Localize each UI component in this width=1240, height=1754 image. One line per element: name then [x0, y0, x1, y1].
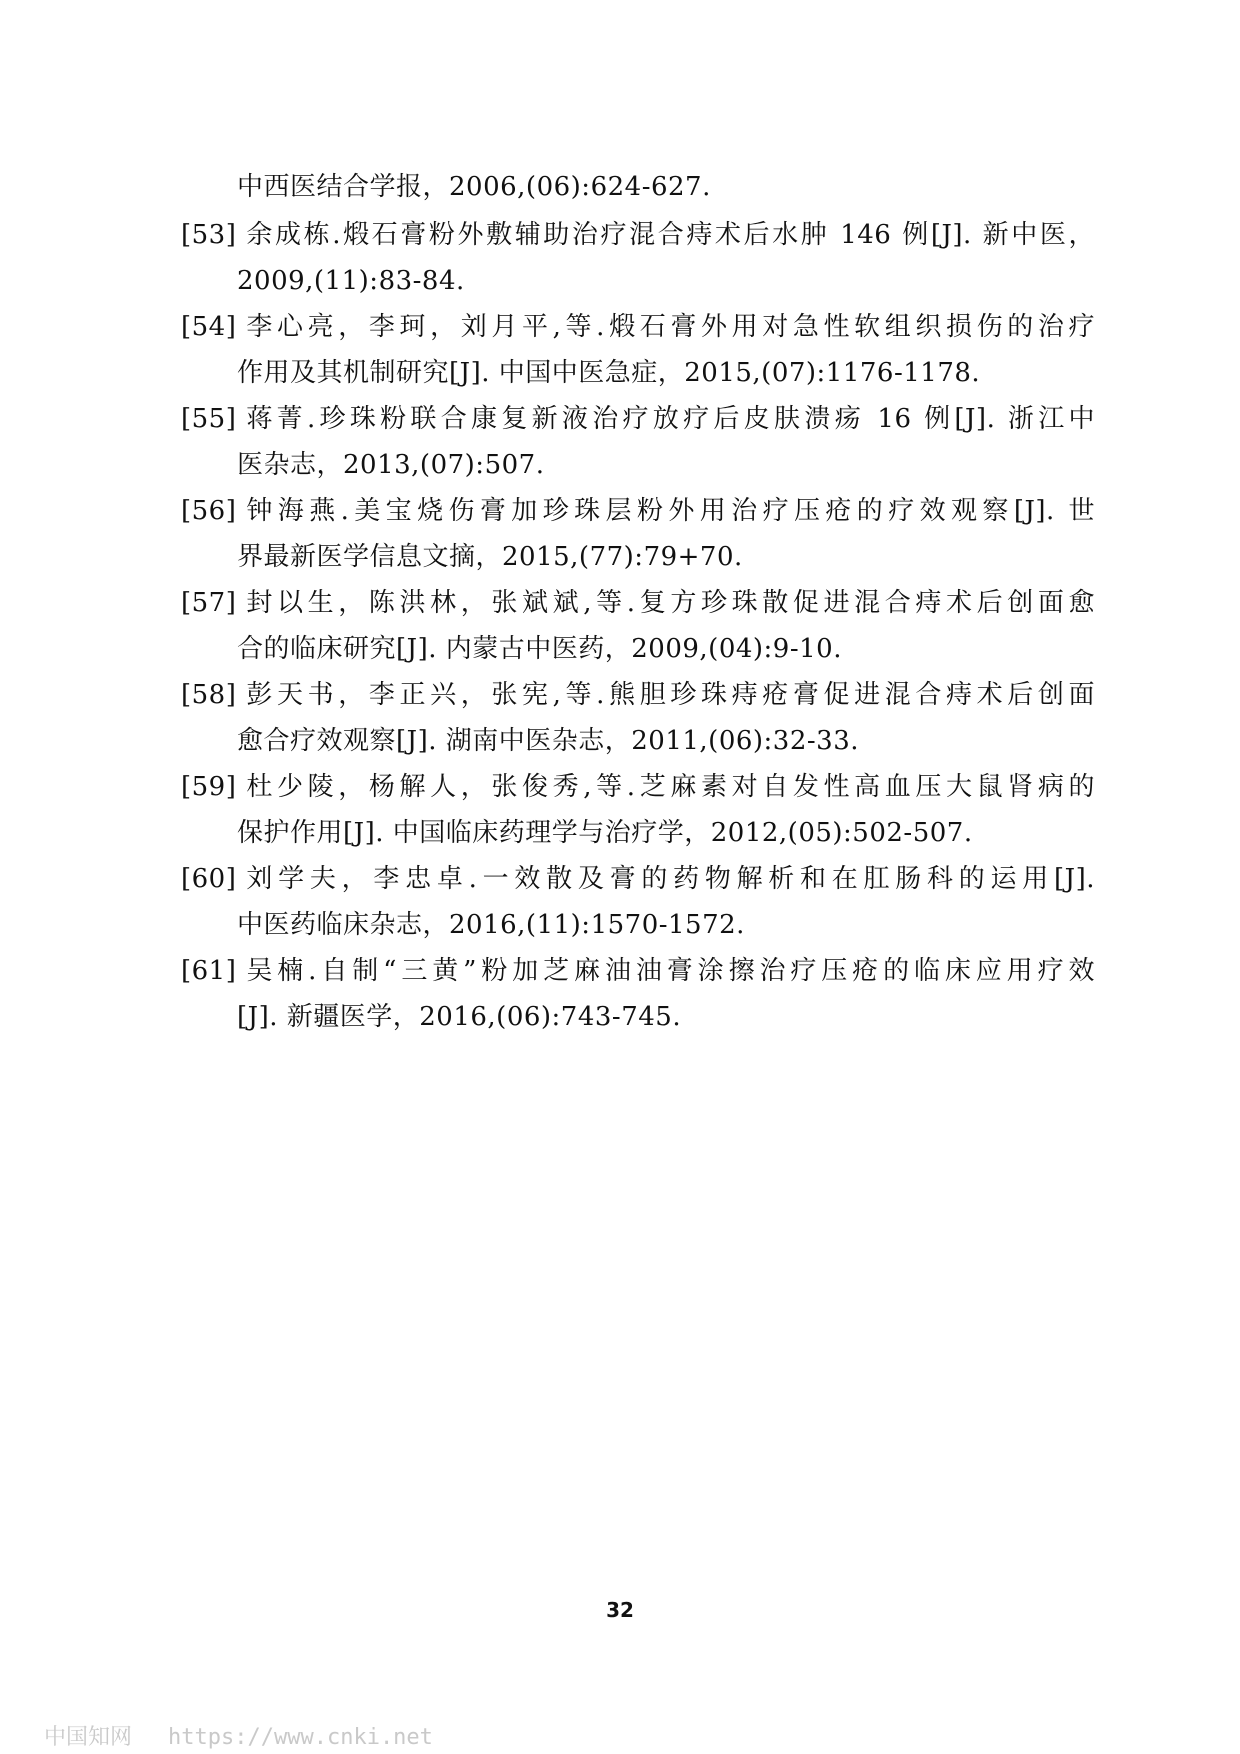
- watermark-url: https://www.cnki.net: [168, 1725, 433, 1750]
- reference-number: [54]: [181, 312, 237, 342]
- reference-text: 封以生，陈洪林，张斌斌,等.复方珍珠散促进混合痔术后创面愈: [246, 588, 1095, 618]
- reference-59-line-2: 保护作用[J]. 中国临床药理学与治疗学，2012,(05):502-507.: [237, 818, 973, 848]
- reference-number: [53]: [181, 220, 237, 250]
- reference-text: 余成栋.煅石膏粉外敷辅助治疗混合痔术后水肿 146 例[J]. 新中医，: [246, 220, 1095, 250]
- reference-60-line-2: 中医药临床杂志，2016,(11):1570-1572.: [237, 910, 745, 940]
- reference-60-line-1: [181, 862, 1095, 896]
- reference-text: 吴楠.自制“三黄”粉加芝麻油油膏涂擦治疗压疮的临床应用疗效: [246, 956, 1095, 986]
- reference-55-line-2: 医杂志，2013,(07):507.: [237, 450, 545, 480]
- reference-number: [55]: [181, 404, 237, 434]
- reference-59-line-1: [181, 770, 1095, 804]
- reference-text: 钟海燕.美宝烧伤膏加珍珠层粉外用治疗压疮的疗效观察[J]. 世: [246, 496, 1095, 526]
- reference-57-line-2: 合的临床研究[J]. 内蒙古中医药，2009,(04):9-10.: [237, 634, 842, 664]
- watermark-brand: 中国知网: [44, 1725, 133, 1750]
- reference-number: [56]: [181, 496, 237, 526]
- reference-text: 李心亮，李珂，刘月平,等.煅石膏外用对急性软组织损伤的治疗: [246, 312, 1095, 342]
- reference-text: 彭天书，李正兴，张宪,等.熊胆珍珠痔疮膏促进混合痔术后创面: [246, 680, 1095, 710]
- reference-number: [58]: [181, 680, 237, 710]
- reference-58-line-1: [181, 678, 1095, 712]
- reference-54-line-2: 作用及其机制研究[J]. 中国中医急症，2015,(07):1176-1178.: [237, 358, 981, 388]
- reference-53-line-1: [181, 218, 1095, 252]
- reference-61-line-2: [J]. 新疆医学，2016,(06):743-745.: [237, 1002, 682, 1032]
- reference-61-line-1: [181, 954, 1095, 988]
- reference-53-line-2: 2009,(11):83-84.: [237, 266, 465, 296]
- reference-text: 蒋菁.珍珠粉联合康复新液治疗放疗后皮肤溃疡 16 例[J]. 浙江中: [246, 404, 1095, 434]
- reference-text: 杜少陵，杨解人，张俊秀,等.芝麻素对自发性高血压大鼠肾病的: [246, 772, 1095, 802]
- reference-text: 刘学夫，李忠卓.一效散及膏的药物解析和在肛肠科的运用[J].: [246, 864, 1095, 894]
- page-number: 32: [606, 1598, 634, 1622]
- reference-number: [59]: [181, 772, 237, 802]
- reference-56-line-2: 界最新医学信息文摘，2015,(77):79+70.: [237, 542, 743, 572]
- reference-number: [61]: [181, 956, 237, 986]
- reference-52-continuation: 中西医结合学报，2006,(06):624-627.: [237, 172, 711, 202]
- cnki-watermark: [44, 1720, 433, 1751]
- reference-55-line-1: [181, 402, 1095, 436]
- reference-54-line-1: [181, 310, 1095, 344]
- reference-56-line-1: [181, 494, 1095, 528]
- reference-58-line-2: 愈合疗效观察[J]. 湖南中医杂志，2011,(06):32-33.: [237, 726, 860, 756]
- reference-57-line-1: [181, 586, 1095, 620]
- reference-number: [57]: [181, 588, 237, 618]
- reference-number: [60]: [181, 864, 237, 894]
